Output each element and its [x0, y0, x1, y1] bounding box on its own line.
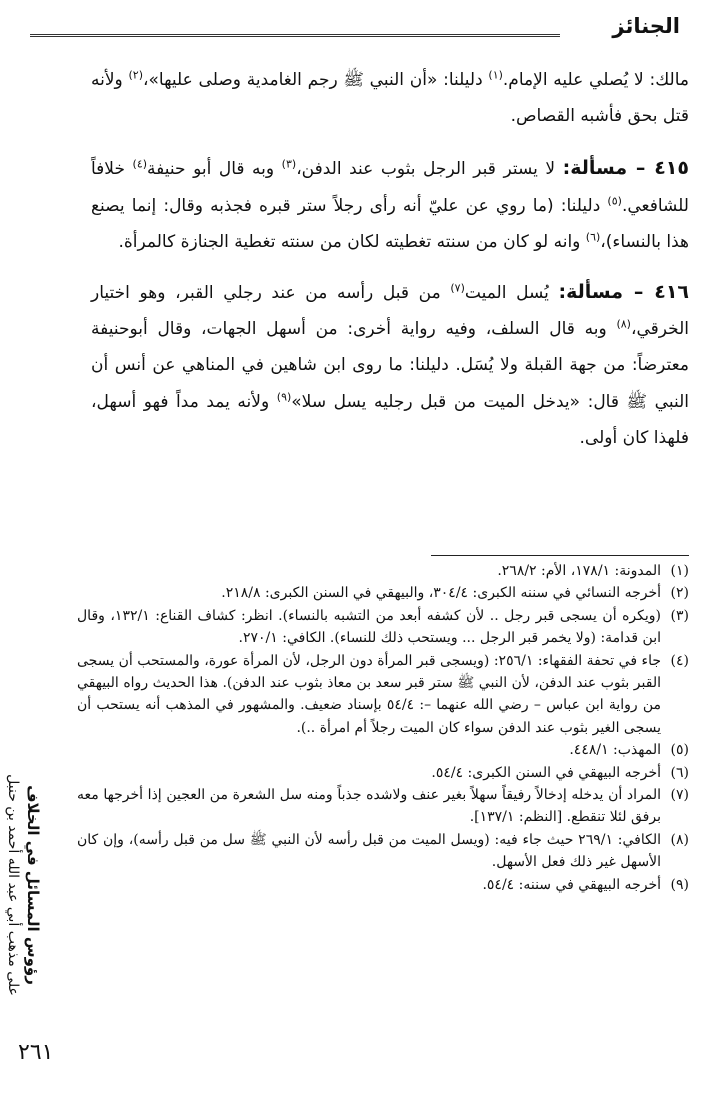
book-title-line-1: رؤوس المسائل في الخلاف	[24, 785, 42, 985]
footnote-number: (٤)	[670, 652, 689, 669]
text-segment: دليلنا: (ما روي عن عليّ أنه رأى رجلاً ستر قبره فجذبه وقال: إنما يصنع هذا بالنساء)،	[91, 195, 689, 252]
footnote-ref-2[interactable]: (٢)	[128, 68, 144, 82]
book-title-margin	[2, 720, 44, 1050]
issue-415	[91, 150, 689, 260]
footnote-4	[77, 650, 689, 740]
footnote-text: المدونة: ١٧٨/١، الأم: ٢٦٨/٢.	[497, 563, 661, 579]
footnote-number: (١)	[670, 563, 689, 579]
header-rule	[30, 34, 560, 37]
footnote-2	[77, 582, 689, 604]
main-text	[91, 62, 689, 470]
text-segment: يُسل الميت	[464, 283, 559, 304]
footnote-number: (٧)	[670, 787, 689, 804]
footnotes	[77, 560, 689, 896]
footnote-text: جاء في تحفة الفقهاء: ٢٥٦/١: (ويسجى قبر المرأة دون الرجل، لأن المرأة عورة، والمستحب أن يسجى القبر بثوب عند الدفن، لأن النبي ﷺ ستر قبر سعد بن معاذ بثوب عند الدفن). هذا الحديث رواه البيهقي من رواية ابن عباس – رضي الله عنهما –: ٥٤/٤ بإسناد ضعيف. والمشهور في المذهب أنه يستحب أن يسجى الغير بثوب عند الدفن سواء كان الميت رجلاً أم امرأة ..).	[77, 652, 661, 736]
footnote-ref-9[interactable]: (٩)	[276, 389, 292, 403]
footnote-text: المهذب: ٤٤٨/١.	[569, 742, 661, 759]
footnote-1	[77, 560, 689, 582]
footnote-text: أخرجه النسائي في سننه الكبرى: ٣٠٤/٤، والبيهقي في السنن الكبرى: ٢١٨/٨.	[221, 585, 661, 602]
footnote-number: (٢)	[670, 585, 689, 602]
text-segment: لا يستر قبر الرجل بثوب عند الدفن،	[296, 159, 563, 180]
footnote-number: (٦)	[670, 764, 689, 781]
footnote-text: المراد أن يدخله إدخالاً رفيقاً سهلاً بغير عنف ولاشده جذباً ومنه سل الشعرة من العجين إذا أخرجها معه برفق لئلا تنقطع. [النظم: ١٣٧/١].	[77, 787, 661, 826]
footnote-number: (٨)	[670, 831, 689, 848]
footnote-8	[77, 829, 689, 874]
text-segment: خلافاً للشافعي.	[91, 159, 689, 216]
issue-416	[91, 274, 689, 456]
footnote-ref-4[interactable]: (٤)	[132, 157, 148, 171]
footnote-number: (٩)	[670, 876, 689, 893]
page-number: ٢٦١	[18, 1040, 54, 1065]
text-segment: وبه قال السلف، وفيه رواية أخرى: من أسهل الجهات، وقال أبوحنيفة معترضاً: من جهة القبلة ولا يُسَل. دليلنا: ما روى ابن شاهين في المناهي عن أنس أن النبي ﷺ قال: «يدخل الميت من قبل رجليه يسل سلا»	[91, 319, 689, 412]
footnote-number: (٥)	[670, 742, 689, 759]
footnote-5	[77, 739, 689, 761]
footnote-number: (٣)	[670, 607, 689, 624]
footnote-ref-8[interactable]: (٨)	[616, 317, 631, 331]
text-segment: ولأنه قتل بحق فأشبه القصاص.	[91, 70, 689, 127]
page-header	[30, 10, 680, 50]
text-segment: دليلنا: «أن النبي ﷺ رجم الغامدية وصلى عليها»،	[143, 70, 489, 90]
text-segment: ولأنه يمد مداً فهو أسهل، فلهذا كان أولى.	[91, 391, 689, 448]
chapter-title: الجنائز	[612, 14, 680, 38]
issue-label-415: ٤١٥ – مسألة:	[562, 157, 689, 180]
text-segment: من قبل رأسه من عند رجلي القبر، وهو اختيار الخرقي،	[91, 283, 689, 340]
footnote-text: الكافي: ٢٦٩/١ حيث جاء فيه: (ويسل الميت من قبل رأسه لأن النبي ﷺ سل من قبل رأسه)، وإن كان الأسهل غير ذلك فعل الأسهل.	[77, 831, 661, 871]
footnote-text: أخرجه البيهقي في السنن الكبرى: ٥٤/٤.	[431, 764, 661, 781]
footnote-7	[77, 784, 689, 829]
book-title-line-2: على مذهب أبي عبد الله أحمد بن حنبل	[5, 774, 21, 996]
text-segment: مالك: لا يُصلي عليه الإمام.	[502, 70, 689, 90]
footnote-ref-3[interactable]: (٣)	[281, 157, 297, 171]
issue-label-416: ٤١٦ – مسألة:	[558, 281, 690, 304]
footnote-6	[77, 762, 689, 784]
footnote-ref-6[interactable]: (٦)	[585, 230, 601, 244]
footnote-ref-7[interactable]: (٧)	[450, 281, 465, 295]
footnote-9	[77, 874, 689, 896]
footnote-3	[77, 605, 689, 650]
text-segment: وانه لو كان من سنته تغطيته لكان من سنته تغطية الجنازة كالمرأة.	[118, 231, 586, 252]
footnote-ref-1[interactable]: (١)	[488, 68, 503, 82]
text-segment: وبه قال أبو حنيفة	[147, 159, 282, 180]
footnote-separator	[431, 555, 689, 556]
paragraph-1	[91, 62, 689, 134]
footnote-text: أخرجه البيهقي في سننه: ٥٤/٤.	[482, 876, 661, 893]
footnote-ref-5[interactable]: (٥)	[607, 193, 622, 207]
footnote-text: (ويكره أن يسجى قبر رجل .. لأن كشفه أبعد من التشبه بالنساء). انظر: كشاف القناع: ١٣٢/١، وقال ابن قدامة: (ولا يخمر قبر الرجل ... ويستحب ذلك للنساء). الكافي: ٢٧٠/١.	[77, 607, 662, 647]
book-title-rotated	[3, 774, 43, 996]
